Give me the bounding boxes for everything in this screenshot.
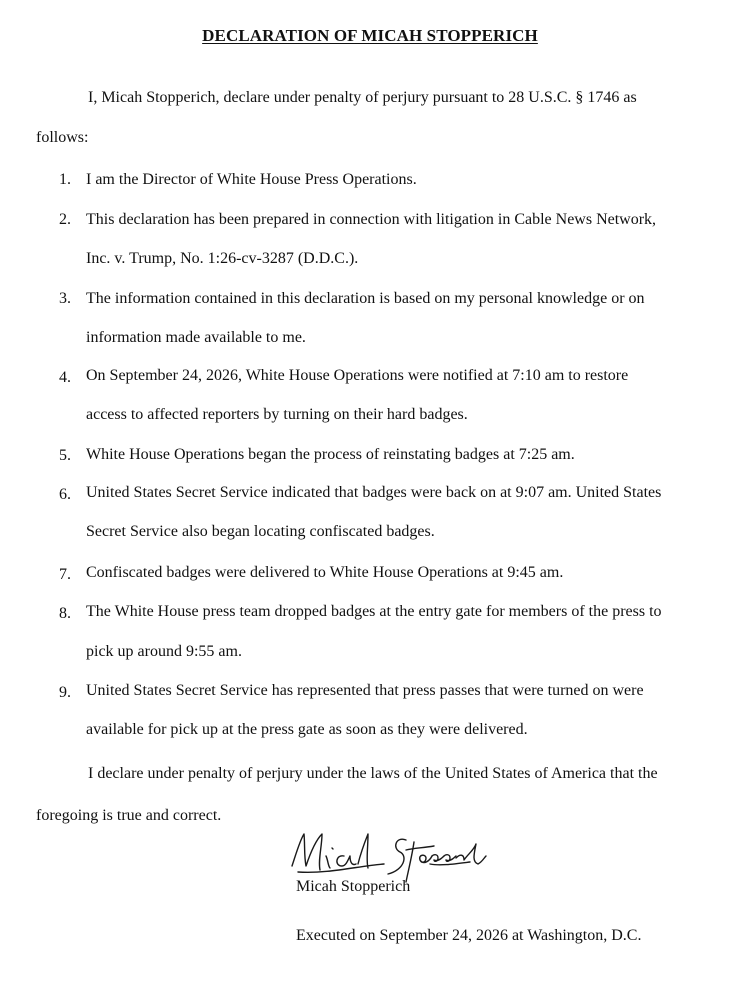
- item-text: I am the Director of White House Press Operations.: [86, 171, 417, 188]
- item-text: This declaration has been prepared in connection with litigation in Cable News Network,: [86, 211, 657, 228]
- item-text: information made available to me.: [86, 329, 306, 346]
- document-title: DECLARATION OF MICAH STOPPERICH: [202, 26, 538, 45]
- item-text: Secret Service also began locating confiscated badges.: [86, 523, 435, 540]
- item-number: 9.: [59, 684, 71, 701]
- item-number: 8.: [59, 605, 71, 622]
- item-number: 4.: [59, 369, 71, 386]
- item-text: Confiscated badges were delivered to White House Operations at 9:45 am.: [86, 564, 564, 581]
- executed-line: Executed on September 24, 2026 at Washington, D.C.: [296, 927, 642, 944]
- item-text: access to affected reporters by turning on their hard badges.: [86, 406, 468, 423]
- item-number: 2.: [59, 211, 71, 228]
- item-number: 7.: [59, 566, 71, 583]
- item-number: 5.: [59, 447, 71, 464]
- item-text: Inc. v. Trump, No. 1:26-cv-3287 (D.D.C.).: [86, 250, 359, 267]
- item-number: 6.: [59, 486, 71, 503]
- item-number: 1.: [59, 171, 71, 188]
- item-text: United States Secret Service indicated that badges were back on at 9:07 am. United States: [86, 484, 662, 501]
- item-text: United States Secret Service has represented that press passes that were turned on were: [86, 682, 644, 699]
- item-text: On September 24, 2026, White House Operations were notified at 7:10 am to restore: [86, 367, 629, 384]
- item-number: 3.: [59, 290, 71, 307]
- item-text: The White House press team dropped badges at the entry gate for members of the press to: [86, 603, 662, 620]
- closing-line-1: I declare under penalty of perjury under the laws of the United States of America that the: [88, 765, 658, 782]
- item-text: The information contained in this declaration is based on my personal knowledge or on: [86, 290, 645, 307]
- intro-line-1: I, Micah Stopperich, declare under penalty of perjury pursuant to 28 U.S.C. § 1746 as: [88, 89, 637, 106]
- printed-signature-name: Micah Stopperich: [296, 878, 411, 895]
- closing-line-2: foregoing is true and correct.: [36, 807, 222, 824]
- intro-line-2: follows:: [36, 129, 89, 146]
- item-text: available for pick up at the press gate as soon as they were delivered.: [86, 721, 528, 738]
- item-text: White House Operations began the process of reinstating badges at 7:25 am.: [86, 446, 575, 463]
- item-text: pick up around 9:55 am.: [86, 643, 242, 660]
